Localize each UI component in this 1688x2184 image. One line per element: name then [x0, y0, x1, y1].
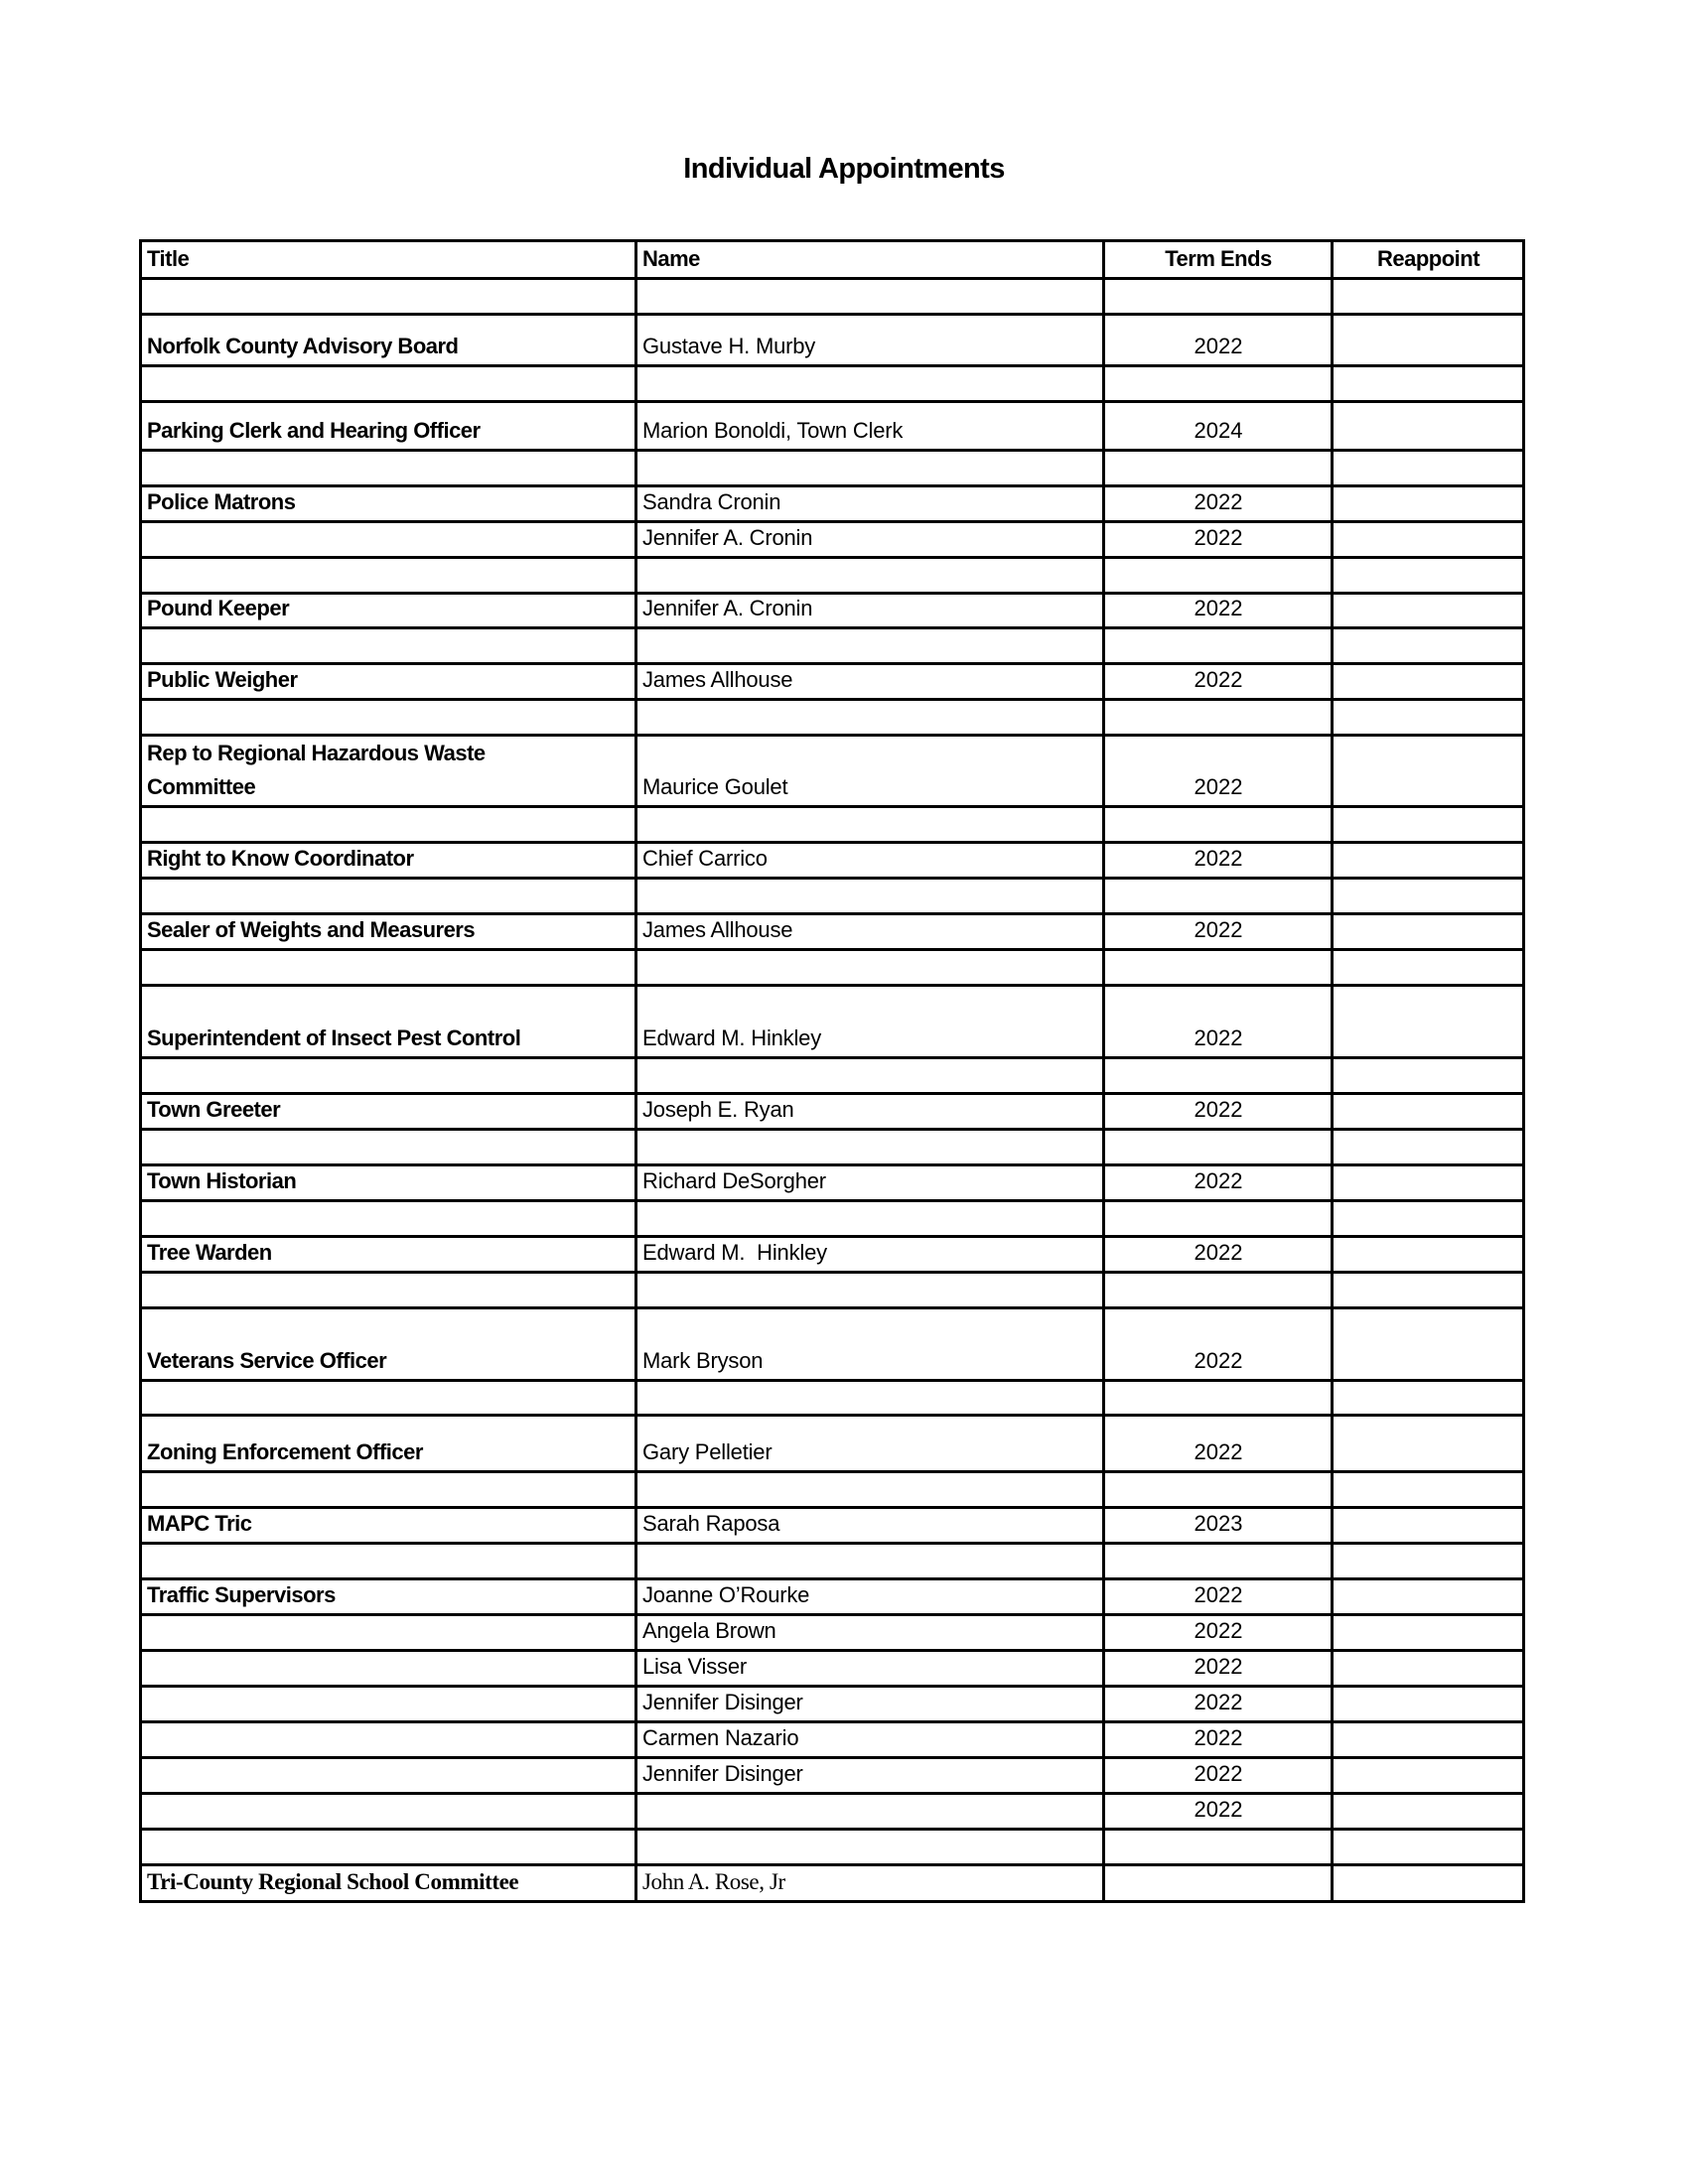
title-cell: Rep to Regional Hazardous Waste Committee	[141, 736, 636, 807]
title-cell: Norfolk County Advisory Board	[141, 315, 636, 366]
title-cell	[141, 366, 636, 402]
table-row	[141, 366, 1524, 402]
reappoint-cell	[1333, 1544, 1524, 1579]
term-ends-cell: 2022	[1104, 664, 1333, 700]
reappoint-cell	[1333, 1094, 1524, 1130]
table-row	[141, 1165, 1524, 1201]
reappoint-cell	[1333, 486, 1524, 522]
reappoint-cell	[1333, 1508, 1524, 1544]
title-cell: Right to Know Coordinator	[141, 843, 636, 879]
term-ends-cell: 2022	[1104, 594, 1333, 628]
name-cell: Chief Carrico	[636, 843, 1104, 879]
table-row	[141, 1794, 1524, 1830]
name-cell: Gary Pelletier	[636, 1416, 1104, 1472]
column-header-name: Name	[636, 241, 1104, 279]
title-cell	[141, 1615, 636, 1651]
reappoint-cell	[1333, 1165, 1524, 1201]
term-ends-cell: 2022	[1104, 1758, 1333, 1794]
title-cell: Zoning Enforcement Officer	[141, 1416, 636, 1472]
column-header-title: Title	[141, 241, 636, 279]
name-cell	[636, 1273, 1104, 1308]
table-row	[141, 1094, 1524, 1130]
table-row	[141, 879, 1524, 914]
table-row	[141, 1651, 1524, 1687]
term-ends-cell	[1104, 950, 1333, 986]
name-cell: Maurice Goulet	[636, 736, 1104, 807]
name-cell: Jennifer Disinger	[636, 1687, 1104, 1722]
term-ends-cell: 2022	[1104, 522, 1333, 558]
term-ends-cell	[1104, 1865, 1333, 1902]
table-row	[141, 950, 1524, 986]
table-row	[141, 664, 1524, 700]
reappoint-cell	[1333, 1865, 1524, 1902]
title-cell	[141, 279, 636, 315]
name-cell: Jennifer A. Cronin	[636, 594, 1104, 628]
name-cell: Edward M. Hinkley	[636, 986, 1104, 1058]
table-row	[141, 594, 1524, 628]
reappoint-cell	[1333, 1237, 1524, 1273]
term-ends-cell	[1104, 1830, 1333, 1865]
title-cell	[141, 1544, 636, 1579]
title-cell	[141, 1687, 636, 1722]
term-ends-cell: 2022	[1104, 843, 1333, 879]
name-cell: Richard DeSorgher	[636, 1165, 1104, 1201]
title-cell	[141, 1201, 636, 1237]
term-ends-cell	[1104, 1381, 1333, 1416]
term-ends-cell	[1104, 1544, 1333, 1579]
term-ends-cell: 2022	[1104, 1687, 1333, 1722]
reappoint-cell	[1333, 1722, 1524, 1758]
reappoint-cell	[1333, 879, 1524, 914]
reappoint-cell	[1333, 1058, 1524, 1094]
title-cell	[141, 1830, 636, 1865]
table-row	[141, 522, 1524, 558]
reappoint-cell	[1333, 594, 1524, 628]
reappoint-cell	[1333, 451, 1524, 486]
term-ends-cell: 2022	[1104, 1651, 1333, 1687]
term-ends-cell: 2022	[1104, 1165, 1333, 1201]
name-cell: Marion Bonoldi, Town Clerk	[636, 402, 1104, 451]
table-row	[141, 1508, 1524, 1544]
reappoint-cell	[1333, 950, 1524, 986]
title-cell: Parking Clerk and Hearing Officer	[141, 402, 636, 451]
term-ends-cell	[1104, 1058, 1333, 1094]
table-row	[141, 1865, 1524, 1902]
name-cell: Edward M. Hinkley	[636, 1237, 1104, 1273]
term-ends-cell	[1104, 1201, 1333, 1237]
title-cell: Town Greeter	[141, 1094, 636, 1130]
name-cell	[636, 1201, 1104, 1237]
name-cell: James Allhouse	[636, 914, 1104, 950]
reappoint-cell	[1333, 1381, 1524, 1416]
name-cell: Lisa Visser	[636, 1651, 1104, 1687]
name-cell: John A. Rose, Jr	[636, 1865, 1104, 1902]
name-cell	[636, 807, 1104, 843]
page-title: Individual Appointments	[683, 153, 1005, 185]
title-cell	[141, 807, 636, 843]
term-ends-cell: 2022	[1104, 914, 1333, 950]
term-ends-cell: 2022	[1104, 1308, 1333, 1381]
reappoint-cell	[1333, 1615, 1524, 1651]
title-cell	[141, 1794, 636, 1830]
title-cell: Pound Keeper	[141, 594, 636, 628]
term-ends-cell: 2022	[1104, 315, 1333, 366]
reappoint-cell	[1333, 986, 1524, 1058]
title-cell: Sealer of Weights and Measurers	[141, 914, 636, 950]
term-ends-cell	[1104, 1472, 1333, 1508]
title-cell	[141, 522, 636, 558]
table-row	[141, 914, 1524, 950]
table-row	[141, 279, 1524, 315]
title-cell	[141, 879, 636, 914]
title-cell: Tree Warden	[141, 1237, 636, 1273]
reappoint-cell	[1333, 700, 1524, 736]
reappoint-cell	[1333, 402, 1524, 451]
table-header-row	[141, 241, 1524, 279]
reappoint-cell	[1333, 558, 1524, 594]
title-cell	[141, 1758, 636, 1794]
table-row	[141, 1579, 1524, 1615]
title-cell	[141, 1651, 636, 1687]
name-cell	[636, 279, 1104, 315]
term-ends-cell	[1104, 628, 1333, 664]
term-ends-cell	[1104, 558, 1333, 594]
title-cell: Town Historian	[141, 1165, 636, 1201]
term-ends-cell: 2022	[1104, 736, 1333, 807]
name-cell	[636, 1794, 1104, 1830]
name-cell	[636, 366, 1104, 402]
reappoint-cell	[1333, 1830, 1524, 1865]
term-ends-cell	[1104, 451, 1333, 486]
name-cell	[636, 1544, 1104, 1579]
table-row	[141, 1722, 1524, 1758]
table-row	[141, 628, 1524, 664]
name-cell	[636, 1830, 1104, 1865]
table-row	[141, 1308, 1524, 1381]
reappoint-cell	[1333, 914, 1524, 950]
table-row	[141, 986, 1524, 1058]
name-cell: Gustave H. Murby	[636, 315, 1104, 366]
name-cell: Sandra Cronin	[636, 486, 1104, 522]
table-row	[141, 1687, 1524, 1722]
table-body	[141, 279, 1524, 1902]
title-cell: Veterans Service Officer	[141, 1308, 636, 1381]
title-cell: MAPC Tric	[141, 1508, 636, 1544]
title-cell	[141, 950, 636, 986]
name-cell	[636, 1130, 1104, 1165]
term-ends-cell: 2022	[1104, 1579, 1333, 1615]
term-ends-cell: 2022	[1104, 486, 1333, 522]
table-row	[141, 1058, 1524, 1094]
column-header-reappoint: Reappoint	[1333, 241, 1524, 279]
table-row	[141, 315, 1524, 366]
table-row	[141, 736, 1524, 807]
name-cell	[636, 1381, 1104, 1416]
table-row	[141, 1416, 1524, 1472]
name-cell	[636, 700, 1104, 736]
reappoint-cell	[1333, 1687, 1524, 1722]
reappoint-cell	[1333, 1472, 1524, 1508]
table-row	[141, 486, 1524, 522]
name-cell: James Allhouse	[636, 664, 1104, 700]
name-cell: Sarah Raposa	[636, 1508, 1104, 1544]
table-row	[141, 1130, 1524, 1165]
table-row	[141, 1472, 1524, 1508]
reappoint-cell	[1333, 279, 1524, 315]
term-ends-cell: 2022	[1104, 1416, 1333, 1472]
reappoint-cell	[1333, 1130, 1524, 1165]
reappoint-cell	[1333, 664, 1524, 700]
term-ends-cell: 2022	[1104, 1615, 1333, 1651]
name-cell	[636, 558, 1104, 594]
title-cell	[141, 1472, 636, 1508]
title-cell	[141, 1381, 636, 1416]
name-cell: Carmen Nazario	[636, 1722, 1104, 1758]
table-row	[141, 700, 1524, 736]
reappoint-cell	[1333, 1758, 1524, 1794]
term-ends-cell	[1104, 1273, 1333, 1308]
term-ends-cell: 2024	[1104, 402, 1333, 451]
name-cell: Joseph E. Ryan	[636, 1094, 1104, 1130]
name-cell	[636, 879, 1104, 914]
table-row	[141, 402, 1524, 451]
title-cell	[141, 628, 636, 664]
term-ends-cell: 2022	[1104, 1237, 1333, 1273]
term-ends-cell: 2022	[1104, 986, 1333, 1058]
title-cell: Tri-County Regional School Committee	[141, 1865, 636, 1902]
title-cell	[141, 1058, 636, 1094]
title-cell	[141, 1722, 636, 1758]
name-cell: Jennifer Disinger	[636, 1758, 1104, 1794]
term-ends-cell: 2022	[1104, 1794, 1333, 1830]
table-row	[141, 1830, 1524, 1865]
reappoint-cell	[1333, 1651, 1524, 1687]
table-row	[141, 1273, 1524, 1308]
reappoint-cell	[1333, 1579, 1524, 1615]
table-row	[141, 807, 1524, 843]
table-row	[141, 843, 1524, 879]
reappoint-cell	[1333, 1273, 1524, 1308]
title-cell	[141, 558, 636, 594]
name-cell: Joanne O’Rourke	[636, 1579, 1104, 1615]
title-cell	[141, 1273, 636, 1308]
name-cell	[636, 451, 1104, 486]
reappoint-cell	[1333, 315, 1524, 366]
column-header-term-ends: Term Ends	[1104, 241, 1333, 279]
appointments-table	[139, 239, 1525, 1903]
name-cell	[636, 1472, 1104, 1508]
name-cell	[636, 628, 1104, 664]
name-cell: Mark Bryson	[636, 1308, 1104, 1381]
reappoint-cell	[1333, 366, 1524, 402]
reappoint-cell	[1333, 1416, 1524, 1472]
reappoint-cell	[1333, 736, 1524, 807]
term-ends-cell	[1104, 879, 1333, 914]
title-cell	[141, 451, 636, 486]
reappoint-cell	[1333, 1794, 1524, 1830]
table-row	[141, 1237, 1524, 1273]
table-row	[141, 1544, 1524, 1579]
title-cell: Police Matrons	[141, 486, 636, 522]
name-cell	[636, 950, 1104, 986]
title-cell	[141, 1130, 636, 1165]
term-ends-cell	[1104, 1130, 1333, 1165]
reappoint-cell	[1333, 807, 1524, 843]
table-row	[141, 1615, 1524, 1651]
title-cell: Traffic Supervisors	[141, 1579, 636, 1615]
reappoint-cell	[1333, 843, 1524, 879]
table-row	[141, 451, 1524, 486]
term-ends-cell: 2022	[1104, 1094, 1333, 1130]
title-cell	[141, 700, 636, 736]
title-cell: Superintendent of Insect Pest Control	[141, 986, 636, 1058]
table-row	[141, 1381, 1524, 1416]
reappoint-cell	[1333, 1201, 1524, 1237]
reappoint-cell	[1333, 1308, 1524, 1381]
term-ends-cell	[1104, 279, 1333, 315]
reappoint-cell	[1333, 522, 1524, 558]
term-ends-cell	[1104, 366, 1333, 402]
reappoint-cell	[1333, 628, 1524, 664]
table-row	[141, 1201, 1524, 1237]
name-cell: Jennifer A. Cronin	[636, 522, 1104, 558]
name-cell	[636, 1058, 1104, 1094]
term-ends-cell: 2023	[1104, 1508, 1333, 1544]
term-ends-cell	[1104, 807, 1333, 843]
table-row	[141, 558, 1524, 594]
name-cell: Angela Brown	[636, 1615, 1104, 1651]
title-cell: Public Weigher	[141, 664, 636, 700]
term-ends-cell: 2022	[1104, 1722, 1333, 1758]
term-ends-cell	[1104, 700, 1333, 736]
table-row	[141, 1758, 1524, 1794]
